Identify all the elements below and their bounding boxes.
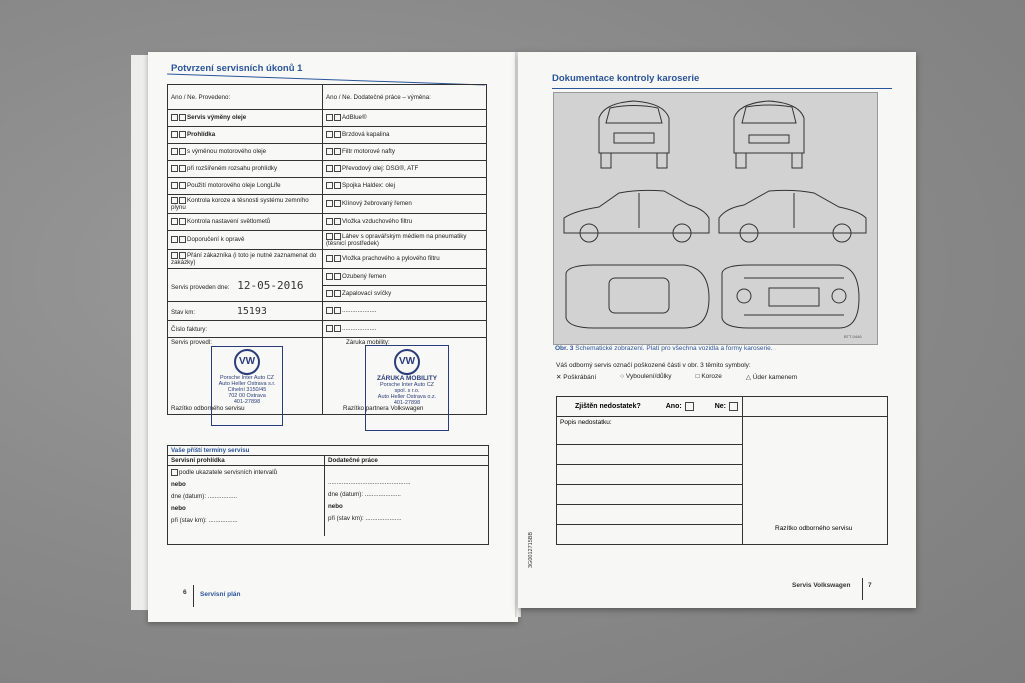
- figure-caption: [555, 345, 773, 352]
- left-footer: Servisní plán: [200, 591, 241, 598]
- ne-label: Ne:: [714, 403, 726, 410]
- nebo-2: nebo: [171, 505, 186, 512]
- stamp2-line-2: spol. s r.o.: [394, 388, 420, 394]
- defect-box: [556, 396, 888, 545]
- nebo-3: nebo: [328, 503, 343, 510]
- next-item1: podle ukazatele servisních intervalů: [179, 469, 278, 476]
- left-page-title: Potvrzení servisních úkonů 1: [171, 63, 303, 74]
- right-dots: ................................................: [328, 479, 411, 486]
- symbol-3: Úder kamenem: [752, 374, 798, 381]
- scratch-symbol-icon: ✕: [556, 374, 562, 381]
- stamp1-line-1: Auto Heller Ostrava s.r.: [218, 381, 276, 387]
- dealer-stamp-right: [365, 345, 449, 431]
- dent-symbol-icon: ○: [620, 373, 625, 380]
- title-rule-right: [552, 88, 892, 89]
- row-right-7: Láhev s opravářským médiem na pneumatiky (těsnicí prostředek): [326, 233, 467, 248]
- vw-logo-icon: VW: [234, 349, 260, 375]
- symbol-0: Poškrábání: [563, 374, 597, 381]
- row-right-5: Klínový žebrovaný řemen: [342, 200, 412, 208]
- popis-label: Popis nedostatku:: [560, 419, 612, 426]
- stone-chip-symbol-icon: △: [745, 374, 751, 381]
- stamp2-line-3: Auto Heller Ostrava o.z.: [377, 394, 437, 400]
- symbol-1: Vyboulení/důlky: [625, 373, 672, 380]
- footer-divider-left: [193, 585, 194, 607]
- car-underbody-view-icon: [722, 265, 859, 328]
- row-right-2: Filtr motorové nafty: [342, 148, 395, 156]
- dealer-stamp-left: [211, 346, 283, 426]
- row-right-0: AdBlue®: [342, 114, 367, 122]
- caption-label: Obr. 3: [555, 345, 574, 352]
- ne-checkbox[interactable]: [729, 402, 738, 411]
- row-left-5: Kontrola koroze a těsnosti systému zemního plynu: [171, 197, 309, 212]
- row-right-1: Brzdová kapalina: [342, 131, 390, 139]
- row-left-0: Servis výměny oleje: [187, 114, 247, 122]
- caption-text: Schematické zobrazení. Platí pro všechna vozidla a formy karoserie.: [575, 345, 773, 352]
- servis-date-label: Servis proveden dne:: [171, 283, 230, 291]
- row-right-10: Zapalovací svíčky: [342, 289, 392, 297]
- stamp-label-left: Razítko odborného servisu: [171, 405, 245, 412]
- stamp1-line-2: Cihelní 3150/45: [227, 387, 267, 393]
- right-stamp-label: Razítko odborného servisu: [775, 525, 853, 532]
- next-service-title: Vaše příští termíny servisu: [168, 446, 488, 456]
- km-label: Stav km:: [171, 308, 196, 316]
- car-front-view-icon: [734, 101, 804, 168]
- car-body-diagram: [553, 92, 878, 345]
- car-schematic-svg: [554, 93, 877, 344]
- row-left-7: Doporučení k opravě: [187, 236, 245, 244]
- next-col1-header: Servisní prohlídka: [168, 456, 325, 465]
- symbols-legend: [556, 373, 797, 381]
- stamp2-line-1: Porsche Inter Auto CZ: [379, 382, 435, 388]
- footer-divider-right: [862, 578, 863, 600]
- right-date: dne (datum): .....................: [328, 491, 401, 498]
- stamp1-line-0: Porsche Inter Auto CZ: [219, 375, 275, 381]
- car-left-side-icon: [564, 190, 709, 242]
- next-km: při (stav km): .................: [171, 517, 238, 524]
- right-footer: Servis Volkswagen: [792, 582, 851, 589]
- servis-by-label: Servis provedl:: [171, 339, 212, 346]
- row-right-12: ....................: [342, 325, 377, 333]
- mobility-label: Záruka mobility:: [346, 339, 390, 346]
- stamp2-line-0: ZÁRUKA MOBILITY: [376, 375, 438, 382]
- car-top-view-icon: [566, 265, 709, 328]
- defect-label: Zjištěn nedostatek?: [575, 403, 641, 410]
- stamp1-line-4: 401-27898: [233, 399, 261, 405]
- col-left-header: Ano / Ne. Provedeno:: [168, 85, 323, 110]
- ano-label: Ano:: [665, 403, 682, 410]
- next-service-box: [167, 445, 489, 545]
- corrosion-symbol-icon: □: [695, 373, 700, 380]
- left-page-number: 6: [183, 589, 187, 596]
- row-left-2: s výměnou motorového oleje: [187, 148, 267, 156]
- next-col2-header: Dodatečné práce: [328, 457, 378, 464]
- row-left-6: Kontrola nastavení světlometů: [187, 218, 271, 226]
- next-date: dne (datum): .................: [171, 493, 238, 500]
- row-right-9: Ozubený řemen: [342, 273, 387, 281]
- row-right-4: Spojka Haldex: olej: [342, 182, 395, 190]
- symbols-intro: Váš odborný servis označí poškozené části v obr. 3 těmito symboly:: [556, 362, 751, 369]
- col-right-header: Ano / Ne. Dodatečné práce – výměna:: [323, 85, 487, 110]
- nebo-1: nebo: [171, 481, 186, 488]
- right-page-title: Dokumentace kontroly karoserie: [552, 73, 700, 84]
- vw-logo-icon: VW: [394, 349, 420, 375]
- invoice-label: Číslo faktury:: [171, 325, 208, 333]
- row-right-3: Převodový olej: DSG®, ATF: [342, 165, 419, 173]
- row-right-6: Vložka vzduchového filtru: [342, 218, 413, 226]
- row-right-8: Vložka prachového a pylového filtru: [342, 255, 440, 263]
- ano-checkbox[interactable]: [685, 402, 694, 411]
- row-left-4: Použití motorového oleje LongLife: [187, 182, 281, 190]
- servis-date-value: 12-05-2016: [237, 278, 304, 292]
- diagram-code: BTT-0446: [844, 334, 862, 339]
- row-left-3: při rozšířeném rozsahu prohlídky: [187, 165, 278, 173]
- stamp1-line-3: 702 00 Ostrava: [228, 393, 266, 399]
- stamp-label-right: Razítko partnera Volkswagen: [343, 405, 424, 412]
- km-value: 15193: [236, 305, 267, 317]
- car-right-side-icon: [719, 190, 866, 242]
- row-left-1: Prohlídka: [187, 131, 216, 139]
- row-right-11: ....................: [342, 307, 377, 315]
- car-rear-view-icon: [599, 101, 669, 168]
- side-code: 3G0012715BB: [528, 531, 534, 568]
- right-km: při (stav km): .....................: [328, 515, 402, 522]
- symbol-2: Koroze: [701, 373, 722, 380]
- right-page-number: 7: [868, 582, 872, 589]
- row-left-8: Přání zákazníka (i toto je nutné zaznamenat do zakázky): [171, 252, 317, 267]
- stamp2-line-4: 401-27898: [393, 400, 421, 406]
